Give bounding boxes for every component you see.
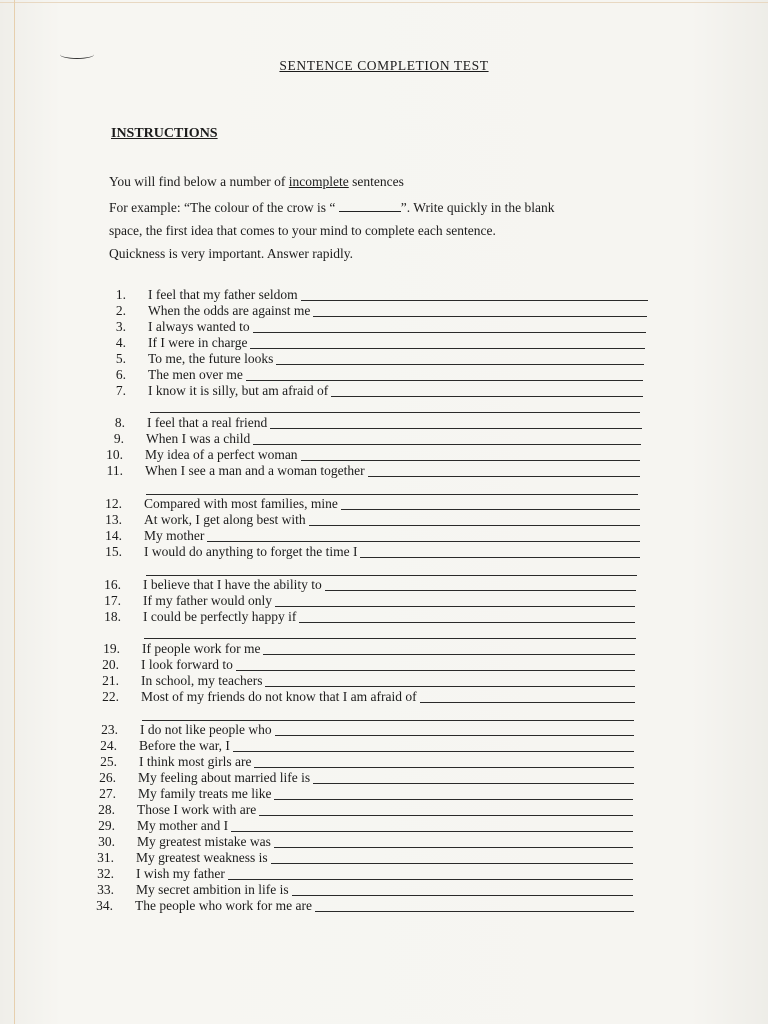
item-prompt: Most of my friends do not know that I am afraid of xyxy=(141,689,417,704)
item-prompt: I could be perfectly happy if xyxy=(143,609,297,624)
item-number: 14. xyxy=(105,528,122,543)
item-number: 5. xyxy=(115,351,126,366)
item-prompt: The men over me xyxy=(148,367,243,382)
item-number: 7. xyxy=(115,383,126,398)
answer-continuation-line[interactable] xyxy=(146,575,637,576)
item-number: 6. xyxy=(115,367,126,382)
item-prompt: If I were in charge xyxy=(148,335,248,350)
answer-continuation-line[interactable] xyxy=(144,638,636,639)
item-number: 20. xyxy=(102,657,119,672)
item-prompt: My mother and I xyxy=(137,818,229,833)
sentence-item xyxy=(91,898,634,914)
instructions-line-3: space, the first idea that comes to your mind to complete each sentence. xyxy=(109,223,496,238)
item-number: 32. xyxy=(97,866,114,881)
item-number: 30. xyxy=(98,834,115,849)
sentence-item xyxy=(100,512,640,528)
sentence-item xyxy=(104,335,645,351)
item-prompt: When the odds are against me xyxy=(148,303,311,318)
sentence-item xyxy=(101,463,640,479)
answer-blank[interactable] xyxy=(246,380,643,381)
sentence-item xyxy=(93,818,633,834)
instructions-heading: INSTRUCTIONS xyxy=(111,126,218,141)
item-prompt: In school, my teachers xyxy=(141,673,263,688)
item-number: 1. xyxy=(115,287,126,302)
answer-blank[interactable] xyxy=(250,348,645,349)
item-prompt: Compared with most families, mine xyxy=(144,496,338,511)
item-prompt: I look forward to xyxy=(141,657,233,672)
instructions-line-4: Quickness is very important. Answer rapidly. xyxy=(109,246,353,261)
item-prompt: I always wanted to xyxy=(148,319,250,334)
sentence-item xyxy=(98,641,635,657)
answer-blank[interactable] xyxy=(228,879,633,880)
item-prompt: My feeling about married life is xyxy=(138,770,311,785)
item-prompt: At work, I get along best with xyxy=(144,512,306,527)
item-number: 11. xyxy=(106,463,123,478)
item-number: 34. xyxy=(96,898,113,913)
answer-blank[interactable] xyxy=(292,895,633,896)
item-number: 12. xyxy=(105,496,122,511)
instructions-line-2: For example: “The colour of the crow is “ ”. Write quickly in the blank xyxy=(109,200,555,215)
item-prompt: My greatest weakness is xyxy=(136,850,268,865)
sentence-item xyxy=(93,802,633,818)
item-prompt: I feel that a real friend xyxy=(147,415,268,430)
document-title: SENTENCE COMPLETION TEST xyxy=(279,58,489,73)
item-prompt: I believe that I have the ability to xyxy=(143,577,322,592)
answer-blank[interactable] xyxy=(301,460,640,461)
answer-continuation-line[interactable] xyxy=(142,720,634,721)
answer-blank[interactable] xyxy=(299,622,635,623)
answer-blank[interactable] xyxy=(420,702,635,703)
item-prompt: Those I work with are xyxy=(137,802,257,817)
sentence-item xyxy=(104,367,643,383)
sentence-item xyxy=(92,866,633,882)
example-blank xyxy=(339,200,401,212)
sentence-item xyxy=(97,689,635,705)
item-number: 17. xyxy=(104,593,121,608)
item-number: 2. xyxy=(115,303,126,318)
answer-blank[interactable] xyxy=(253,444,641,445)
item-prompt: I think most girls are xyxy=(139,754,252,769)
answer-blank[interactable] xyxy=(271,863,633,864)
item-number: 31. xyxy=(97,850,114,865)
sentence-item xyxy=(104,383,643,399)
sentence-item xyxy=(104,351,644,367)
sentence-item xyxy=(101,447,640,463)
item-number: 26. xyxy=(99,770,116,785)
sentence-item xyxy=(100,544,640,560)
answer-blank[interactable] xyxy=(276,364,644,365)
sentence-item xyxy=(99,593,635,609)
answer-blank[interactable] xyxy=(368,476,640,477)
item-number: 10. xyxy=(106,447,123,462)
item-prompt: When I was a child xyxy=(146,431,251,446)
item-prompt: I feel that my father seldom xyxy=(148,287,298,302)
sentence-item xyxy=(92,850,633,866)
answer-blank[interactable] xyxy=(231,831,633,832)
item-prompt: My family treats me like xyxy=(138,786,272,801)
item-number: 23. xyxy=(101,722,118,737)
sentence-item xyxy=(97,673,635,689)
sentence-item xyxy=(104,303,647,319)
sentence-item xyxy=(104,287,648,303)
item-number: 4. xyxy=(115,335,126,350)
answer-blank[interactable] xyxy=(309,525,640,526)
item-number: 9. xyxy=(113,431,124,446)
answer-blank[interactable] xyxy=(253,332,646,333)
item-number: 29. xyxy=(98,818,115,833)
answer-blank[interactable] xyxy=(331,396,643,397)
answer-blank[interactable] xyxy=(236,670,635,671)
sentence-item xyxy=(97,657,635,673)
sentence-item xyxy=(95,754,634,770)
answer-blank[interactable] xyxy=(263,654,635,655)
sentence-item xyxy=(93,834,633,850)
item-prompt: If my father would only xyxy=(143,593,272,608)
item-prompt: If people work for me xyxy=(142,641,261,656)
item-number: 28. xyxy=(98,802,115,817)
item-number: 19. xyxy=(103,641,120,656)
sentence-item xyxy=(102,431,641,447)
top-edge xyxy=(0,2,768,3)
answer-blank[interactable] xyxy=(274,799,633,800)
answer-continuation-line[interactable] xyxy=(150,412,640,413)
item-prompt: When I see a man and a woman together xyxy=(145,463,365,478)
item-number: 3. xyxy=(115,319,126,334)
item-prompt: I would do anything to forget the time I xyxy=(144,544,358,559)
item-prompt: I wish my father xyxy=(136,866,225,881)
answer-continuation-line[interactable] xyxy=(146,494,638,495)
answer-blank[interactable] xyxy=(301,300,648,301)
answer-blank[interactable] xyxy=(360,557,640,558)
item-number: 18. xyxy=(104,609,121,624)
item-number: 8. xyxy=(114,415,125,430)
item-number: 27. xyxy=(99,786,116,801)
answer-blank[interactable] xyxy=(254,767,634,768)
item-prompt: To me, the future looks xyxy=(148,351,274,366)
item-prompt: The people who work for me are xyxy=(135,898,312,913)
item-prompt: My secret ambition in life is xyxy=(136,882,289,897)
item-number: 25. xyxy=(100,754,117,769)
answer-blank[interactable] xyxy=(265,686,635,687)
answer-blank[interactable] xyxy=(313,783,634,784)
item-number: 13. xyxy=(105,512,122,527)
sentence-item xyxy=(99,609,635,625)
sentence-item xyxy=(104,319,646,335)
answer-blank[interactable] xyxy=(325,590,636,591)
sentence-item xyxy=(95,738,634,754)
sentence-item xyxy=(96,722,634,738)
sentence-item xyxy=(99,577,636,593)
item-prompt: Before the war, I xyxy=(139,738,230,753)
answer-blank[interactable] xyxy=(259,815,633,816)
item-prompt: I know it is silly, but am afraid of xyxy=(148,383,329,398)
sentence-item xyxy=(94,786,633,802)
answer-blank[interactable] xyxy=(315,911,634,912)
answer-blank[interactable] xyxy=(274,847,633,848)
item-prompt: I do not like people who xyxy=(140,722,272,737)
item-number: 24. xyxy=(100,738,117,753)
instructions-line-1: You will find below a number of incomplete sentences xyxy=(109,174,404,189)
answer-blank[interactable] xyxy=(270,428,642,429)
sentence-item xyxy=(103,415,642,431)
sentence-item xyxy=(100,496,640,512)
item-number: 21. xyxy=(102,673,119,688)
sentence-item xyxy=(92,882,633,898)
sentence-item xyxy=(94,770,634,786)
item-prompt: My mother xyxy=(144,528,205,543)
item-prompt: My idea of a perfect woman xyxy=(145,447,298,462)
item-number: 15. xyxy=(105,544,122,559)
answer-blank[interactable] xyxy=(233,751,634,752)
answer-blank[interactable] xyxy=(207,541,640,542)
item-number: 33. xyxy=(97,882,114,897)
sentence-item xyxy=(100,528,640,544)
answer-blank[interactable] xyxy=(313,316,647,317)
margin-edge xyxy=(14,0,15,1024)
answer-blank[interactable] xyxy=(341,509,640,510)
item-number: 22. xyxy=(102,689,119,704)
item-number: 16. xyxy=(104,577,121,592)
answer-blank[interactable] xyxy=(275,606,635,607)
answer-blank[interactable] xyxy=(275,735,634,736)
item-prompt: My greatest mistake was xyxy=(137,834,271,849)
